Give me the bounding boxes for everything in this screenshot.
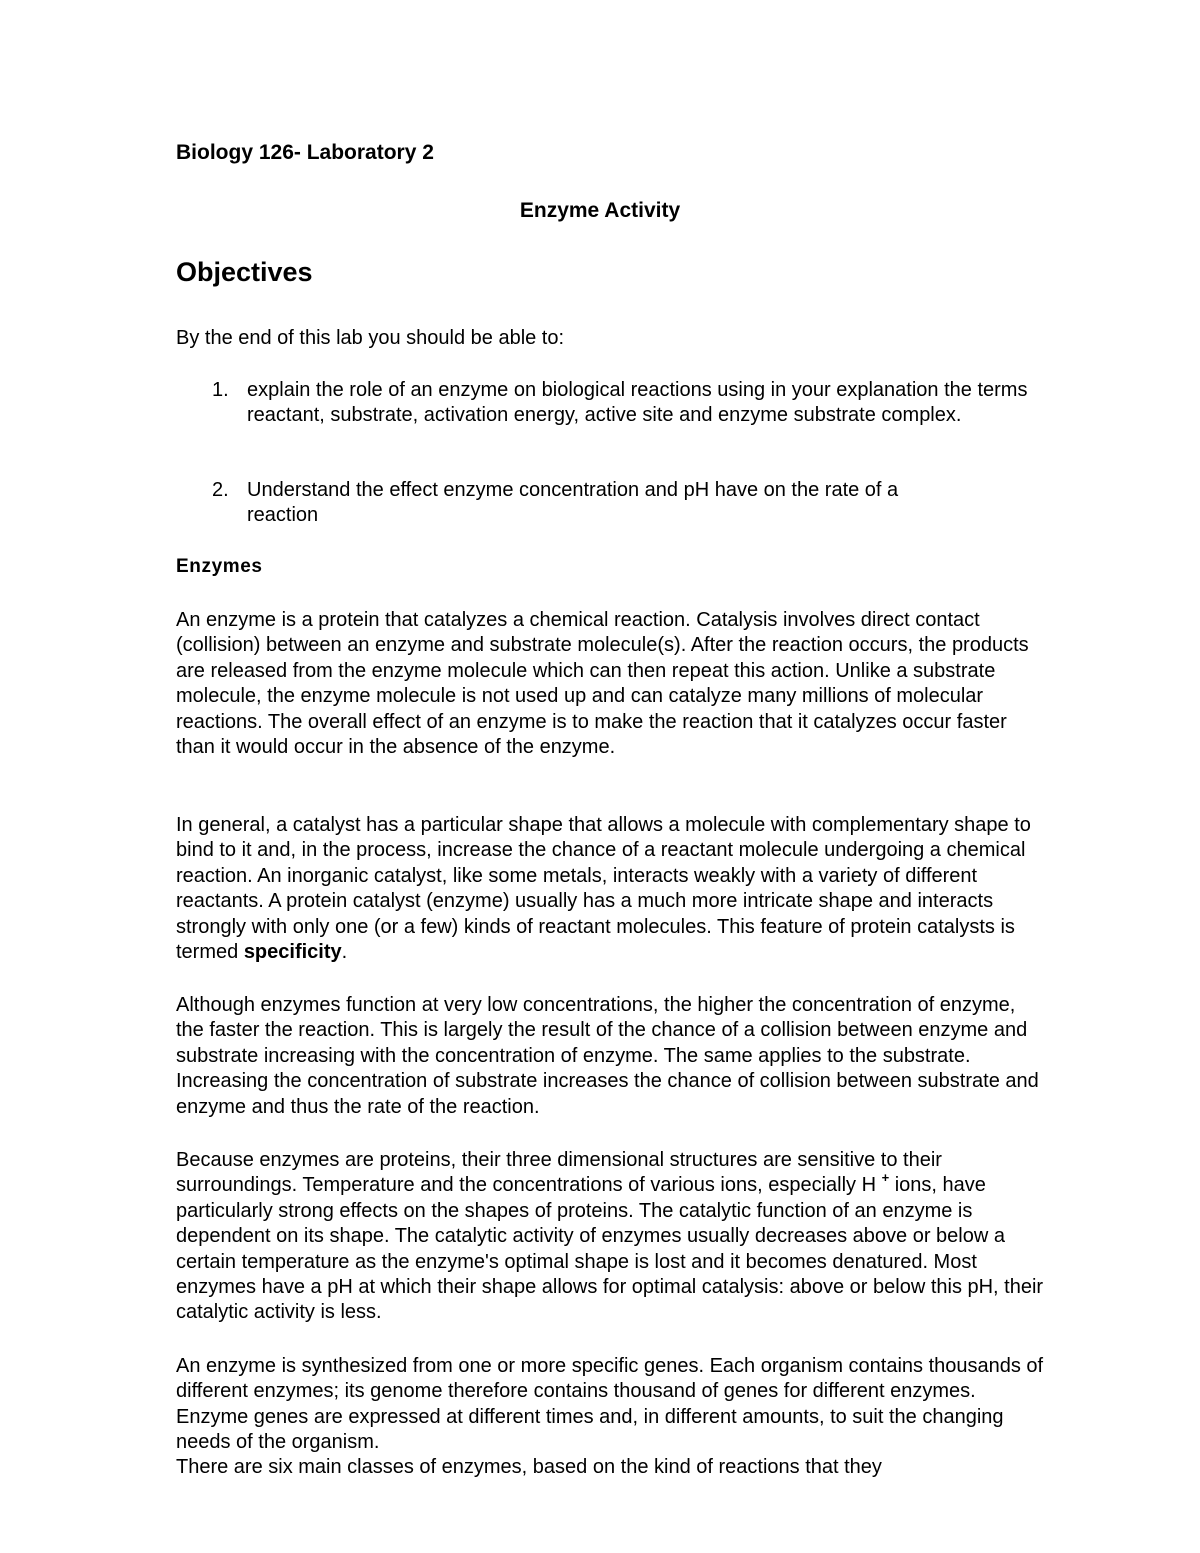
- enzymes-heading: Enzymes: [176, 556, 263, 577]
- objective-item: [176, 478, 1046, 528]
- superscript-plus: +: [881, 1169, 890, 1185]
- paragraph-text: Because enzymes are proteins, their three dimensional structures are sensitive to their surroundings. Temperature and the concentrations of various ions, especially H: [176, 1149, 942, 1197]
- paragraph-protein-structure: [176, 1148, 1046, 1326]
- paragraph-catalyst-shape: [176, 813, 1046, 965]
- course-heading: Biology 126- Laboratory 2: [176, 141, 434, 164]
- paragraph-concentration: Although enzymes function at very low concentrations, the higher the concentration of enzyme, the faster the reaction. This is largely the result of the chance of a collision between enzyme and substrate increasing with the concentration of enzyme. The same applies to the substrate. Increasing the concentration of substrate increases the chance of collision between substrate and enzyme and thus the rate of the reaction.: [176, 994, 1039, 1118]
- paragraph-text: In general, a catalyst has a particular shape that allows a molecule with complementary shape to bind to it and, in the process, increase the chance of a reactant molecule undergoing a chemical reaction. An inorganic catalyst, like some metals, interacts weakly with a variety of different reactants. A protein catalyst (enzyme) usually has a much more intricate shape and interacts strongly with only one (or a few) kinds of reactant molecules. This feature of protein catalysts is termed: [176, 814, 1031, 964]
- paragraph-end: .: [341, 941, 348, 964]
- objectives-intro: By the end of this lab you should be able to:: [176, 327, 565, 349]
- objective-text: explain the role of an enzyme on biological reactions using in your explanation the terms reactant, substrate, activation energy, active site and enzyme substrate complex.: [247, 379, 1028, 426]
- lab-title: Enzyme Activity: [519, 199, 681, 222]
- objective-number: 1.: [212, 379, 229, 401]
- paragraph-enzyme-genes: An enzyme is synthesized from one or more specific genes. Each organism contains thousands of different enzymes; its genome therefore contains thousand of genes for different enzymes. Enzyme genes are expressed at different times and, in different amounts, to suit the changing needs of the organism.: [176, 1355, 1044, 1454]
- objective-text: Understand the effect enzyme concentration and pH have on the rate of a reaction: [247, 479, 899, 526]
- paragraph-enzyme-classes: There are six main classes of enzymes, based on the kind of reactions that they: [176, 1456, 882, 1478]
- objective-number: 2.: [212, 479, 229, 501]
- paragraph-enzyme-definition: An enzyme is a protein that catalyzes a chemical reaction. Catalysis involves direct contact (collision) between an enzyme and substrate molecule(s). After the reaction occurs, the products are released from the enzyme molecule which can then repeat this action. Unlike a substrate molecule, the enzyme molecule is not used up and can catalyze many millions of molecular reactions. The overall effect of an enzyme is to make the reaction that it catalyzes occur faster than it would occur in the absence of the enzyme.: [176, 609, 1029, 759]
- specificity-term: specificity: [243, 941, 342, 964]
- objectives-heading: Objectives: [176, 257, 313, 287]
- paragraph-text: ions, have particularly strong effects on the shapes of proteins. The catalytic function of an enzyme is dependent on its shape. The catalytic activity of enzymes usually decreases above or below a certain temperature as the enzyme's optimal shape is lost and it becomes denatured. Most enzymes have a pH at which their shape allows for optimal catalysis: above or below this pH, their catalytic activity is less.: [176, 1174, 1044, 1324]
- objective-item: [176, 378, 1046, 428]
